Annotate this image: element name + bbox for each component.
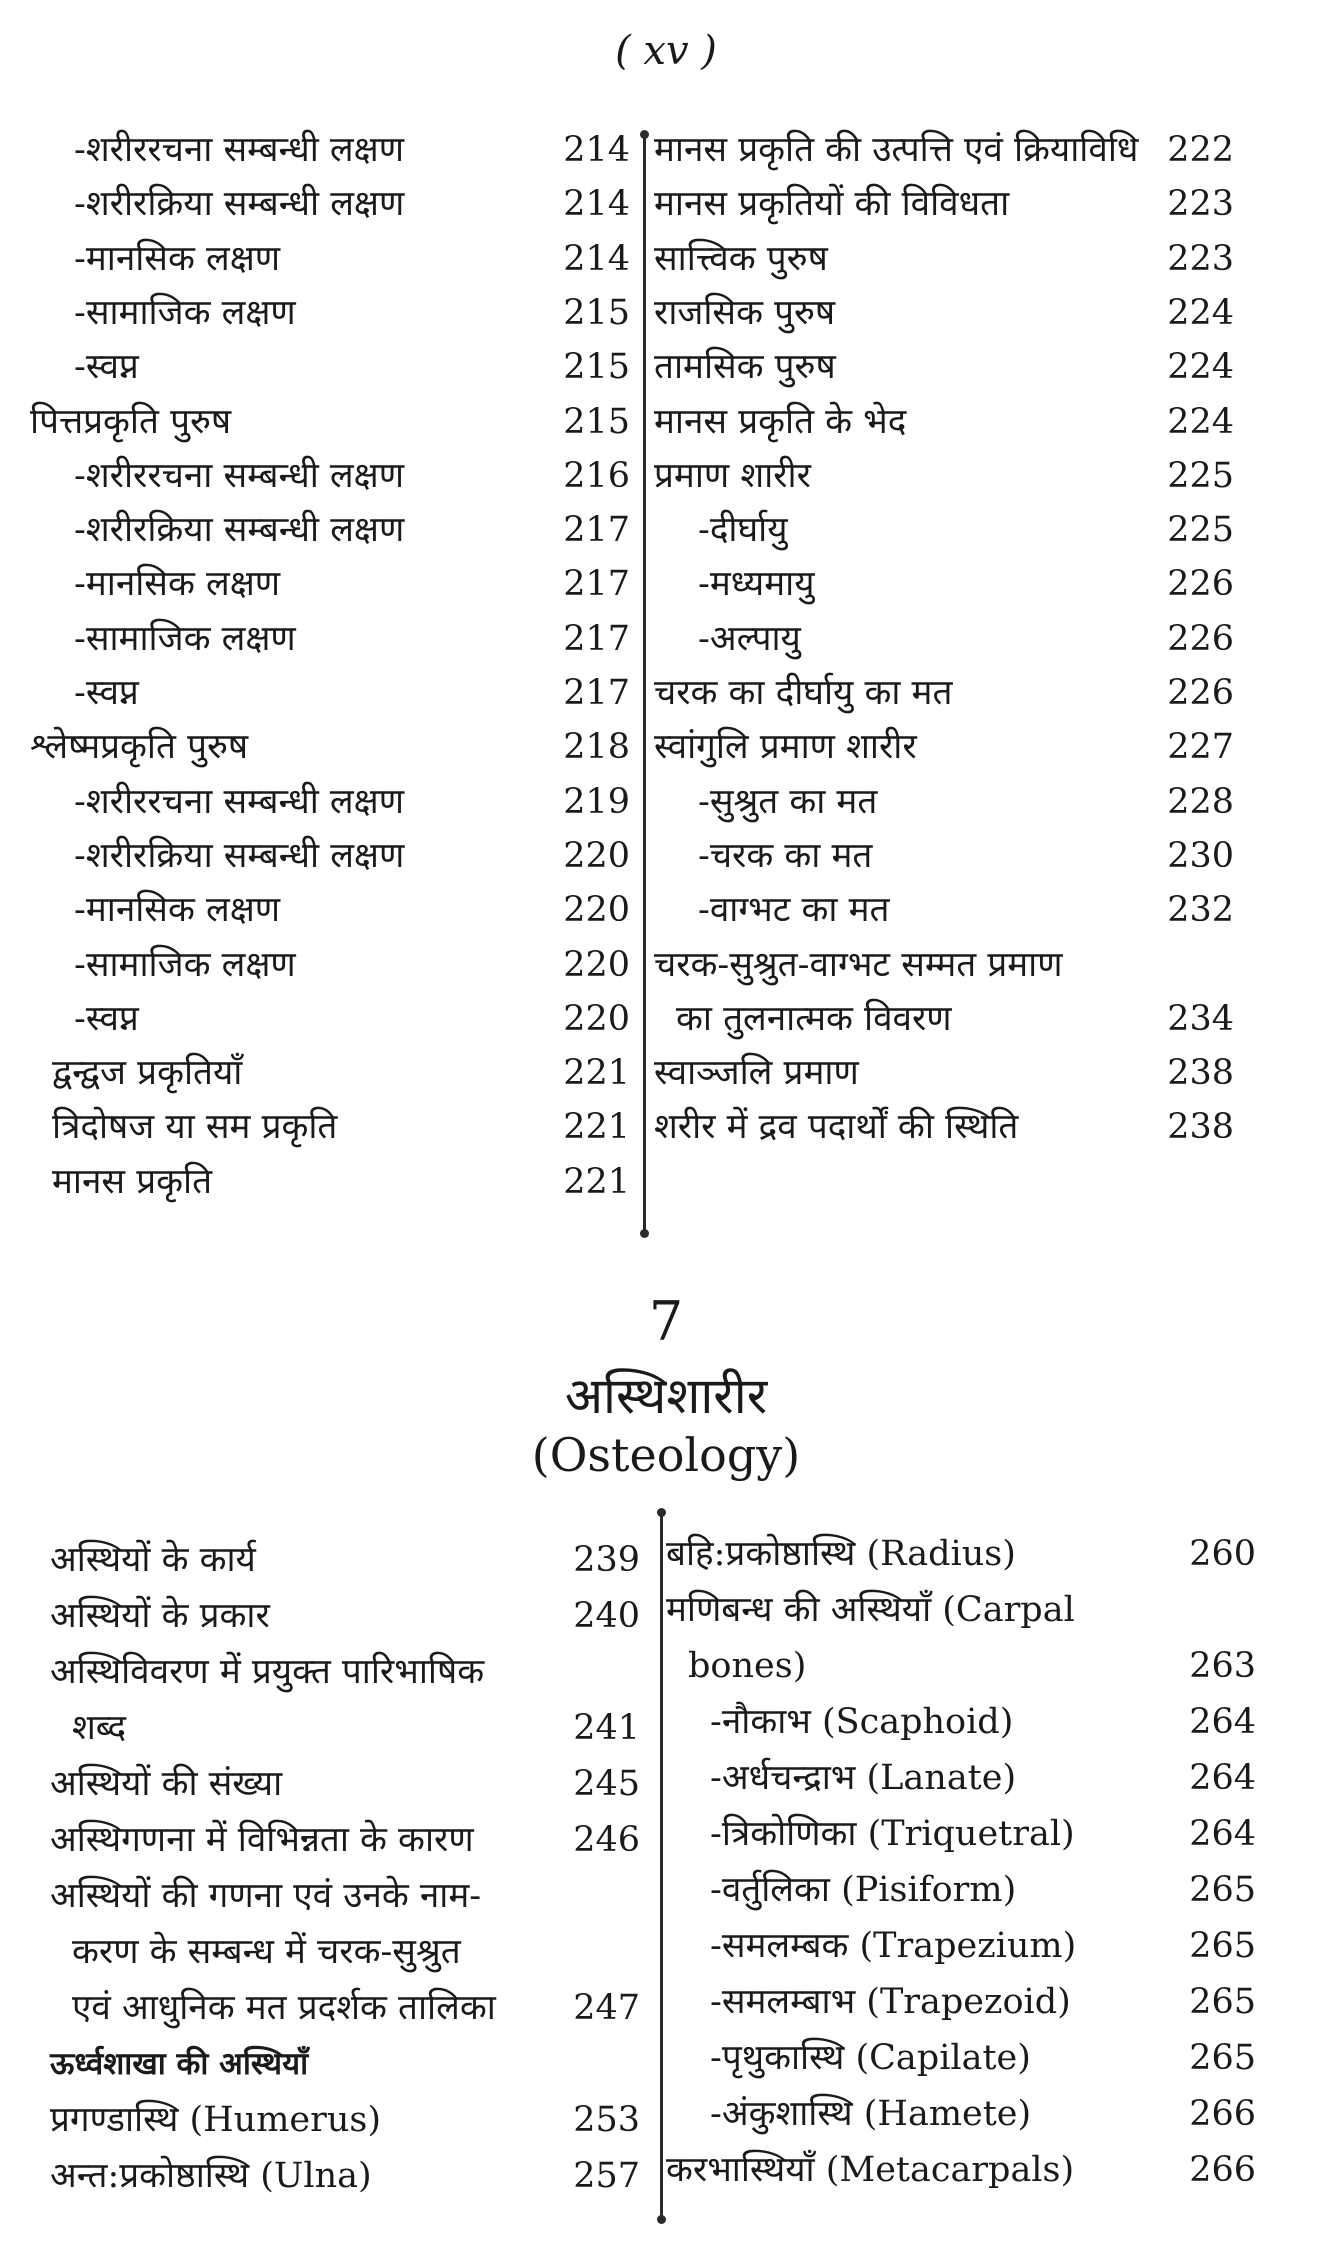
toc-entry — [654, 287, 1234, 339]
toc-entry-page: 220 — [563, 998, 630, 1039]
toc-entry — [654, 341, 1234, 393]
toc-entry-page: 225 — [1167, 455, 1234, 496]
toc-entry — [666, 1808, 1256, 1860]
toc-entry-title: -मानसिक लक्षण — [74, 238, 281, 279]
toc-entry — [30, 558, 630, 610]
toc-entry-title: प्रगण्डास्थि (Humerus) — [50, 2100, 382, 2140]
toc-entry — [654, 1047, 1234, 1099]
chapter-number: 7 — [648, 1290, 684, 1353]
toc-entry-title: मानस प्रकृति की उत्पत्ति एवं क्रियाविधि — [654, 130, 1139, 170]
toc-entry — [666, 1864, 1256, 1916]
toc-entry — [654, 613, 1234, 665]
toc-entry — [654, 776, 1234, 828]
toc-entry-page: 264 — [1189, 1814, 1256, 1854]
toc-entry-page: 240 — [573, 1596, 640, 1636]
toc-entry-title: -मध्यमायु — [698, 564, 815, 605]
toc-entry-page: 220 — [563, 890, 630, 931]
toc-entry — [654, 450, 1234, 502]
toc-entry-title: द्वन्द्वज प्रकृतियाँ — [52, 1053, 243, 1094]
toc-entry-title: -शरीरक्रिया सम्बन्धी लक्षण — [74, 510, 405, 551]
toc-entry — [30, 667, 630, 719]
toc-entry-page: 238 — [1167, 1053, 1234, 1094]
toc-entry-page: 224 — [1167, 292, 1234, 333]
toc-entry-title: -सामाजिक लक्षण — [74, 944, 296, 985]
toc-entry-page: 230 — [1167, 835, 1234, 876]
toc-entry-page: 221 — [563, 1161, 630, 1202]
toc-entry-title: करण के सम्बन्ध में चरक-सुश्रुत — [72, 1932, 461, 1972]
toc-entry-page: 215 — [563, 292, 630, 333]
toc-entry — [30, 396, 630, 448]
toc-entry-title: -अल्पायु — [698, 618, 801, 659]
toc-entry-title: -त्रिकोणिका (Triquetral) — [710, 1814, 1075, 1854]
toc-entry-page: 265 — [1189, 1926, 1256, 1966]
toc-entry-page: 227 — [1167, 727, 1234, 768]
toc-entry — [666, 1640, 1256, 1692]
toc-entry — [30, 830, 630, 882]
toc-entry-title: मणिबन्ध की अस्थियाँ (Carpal — [666, 1590, 1075, 1630]
toc-entry-title: -शरीररचना सम्बन्धी लक्षण — [74, 455, 405, 496]
toc-entry-title: चरक-सुश्रुत-वाग्भट सम्मत प्रमाण — [654, 944, 1063, 985]
chapter-subtitle: (Osteology) — [531, 1428, 801, 1482]
toc-entry — [30, 1156, 630, 1208]
toc-section-heading — [50, 2038, 640, 2090]
toc-entry-page: 217 — [563, 618, 630, 659]
chapter-title: अस्थिशारीर — [564, 1367, 768, 1425]
toc-entry — [30, 721, 630, 773]
toc-entry-page: 245 — [573, 1764, 640, 1804]
toc-entry-title: श्लेष्मप्रकृति पुरुष — [30, 727, 249, 768]
toc-entry-title: अन्त:प्रकोष्ठास्थि (Ulna) — [50, 2156, 372, 2196]
toc-entry-page: 217 — [563, 510, 630, 551]
toc-entry-page: 224 — [1167, 401, 1234, 442]
toc-entry — [50, 1590, 640, 1642]
toc-entry-page: 266 — [1189, 2094, 1256, 2134]
toc-entry-title: -मानसिक लक्षण — [74, 890, 281, 931]
toc-entry — [30, 1101, 630, 1153]
toc-entry — [666, 1584, 1256, 1636]
toc-entry-title: -समलम्बाभ (Trapezoid) — [710, 1982, 1071, 2022]
toc-entry-title: -नौकाभ (Scaphoid) — [710, 1702, 1014, 1742]
toc-entry-title: -शरीररचना सम्बन्धी लक्षण — [74, 130, 405, 170]
toc-entry-page: 223 — [1167, 238, 1234, 279]
toc-entry-title: अस्थियों के प्रकार — [50, 1596, 270, 1636]
toc-entry-title: शब्द — [72, 1708, 127, 1748]
toc-entry-title: तामसिक पुरुष — [654, 347, 836, 388]
toc-entry-title: -अंकुशास्थि (Hamete) — [710, 2094, 1032, 2134]
toc-entry — [30, 504, 630, 556]
toc-entry-page: 226 — [1167, 673, 1234, 713]
toc-entry-title: अस्थिगणना में विभिन्नता के कारण — [50, 1820, 474, 1860]
toc-entry — [50, 2094, 640, 2146]
toc-entry-page: 215 — [563, 401, 630, 442]
toc-entry-page: 266 — [1189, 2150, 1256, 2190]
toc-entry-title: मानस प्रकृति के भेद — [654, 401, 907, 442]
toc-entry — [30, 450, 630, 502]
toc-entry — [654, 830, 1234, 882]
toc-entry-page: 264 — [1189, 1702, 1256, 1742]
toc-entry-page: 224 — [1167, 347, 1234, 388]
toc-entry-title: अस्थियों की संख्या — [50, 1764, 283, 1804]
toc-entry-title: -शरीरक्रिया सम्बन्धी लक्षण — [74, 184, 405, 225]
toc-entry — [666, 2032, 1256, 2084]
toc-entry — [30, 993, 630, 1045]
toc-entry-title: -वाग्भट का मत — [698, 890, 890, 931]
toc-entry-title: का तुलनात्मक विवरण — [676, 998, 952, 1039]
toc-section1-right-column — [654, 124, 1234, 1174]
toc-entry — [50, 1982, 640, 2034]
toc-entry-title: सात्त्विक पुरुष — [654, 238, 828, 279]
toc-entry-page: 265 — [1189, 2038, 1256, 2078]
toc-entry-page: 253 — [573, 2100, 640, 2140]
toc-entry — [50, 1646, 640, 1698]
toc-entry-page: 214 — [563, 130, 630, 170]
toc-entry — [30, 178, 630, 230]
toc-entry-page: 217 — [563, 564, 630, 605]
toc-entry-title: -अर्धचन्द्राभ (Lanate) — [710, 1758, 1017, 1798]
toc-entry-page: 246 — [573, 1820, 640, 1860]
toc-entry — [30, 939, 630, 991]
toc-entry-page: 264 — [1189, 1758, 1256, 1798]
toc-entry-title: -शरीरक्रिया सम्बन्धी लक्षण — [74, 835, 405, 876]
toc-entry-page: 215 — [563, 347, 630, 388]
toc-entry — [50, 1814, 640, 1866]
toc-entry-page: 221 — [563, 1053, 630, 1094]
toc-section1-left-column — [30, 124, 630, 1224]
toc-entry-page: 239 — [573, 1540, 640, 1580]
toc-entry-page: 226 — [1167, 564, 1234, 605]
toc-entry — [654, 124, 1234, 176]
toc-entry-title: बहि:प्रकोष्ठास्थि (Radius) — [666, 1534, 1016, 1574]
toc-entry-title: अस्थिविवरण में प्रयुक्त पारिभाषिक — [50, 1652, 485, 1692]
toc-entry-title: एवं आधुनिक मत प्रदर्शक तालिका — [72, 1988, 496, 2028]
column-divider — [643, 134, 646, 1234]
toc-entry-page: 247 — [573, 1988, 640, 2028]
toc-entry-page: 216 — [563, 455, 630, 496]
toc-entry-page: 228 — [1167, 781, 1234, 822]
toc-entry-page: 221 — [563, 1107, 630, 1148]
toc-entry-page: 217 — [563, 673, 630, 713]
toc-entry-title: मानस प्रकृतियों की विविधता — [654, 184, 1010, 225]
toc-entry-page: 241 — [573, 1708, 640, 1748]
toc-entry-page: 220 — [563, 835, 630, 876]
toc-entry — [30, 124, 630, 176]
toc-entry-title: -पृथुकास्थि (Capilate) — [710, 2038, 1031, 2078]
toc-entry-page: 232 — [1167, 890, 1234, 931]
toc-entry — [50, 1926, 640, 1978]
toc-entry-page: 218 — [563, 727, 630, 768]
toc-entry-title: -स्वप्न — [74, 998, 139, 1039]
toc-entry-title: ऊर्ध्वशाखा की अस्थियाँ — [50, 2046, 309, 2082]
toc-section2-right-column — [666, 1528, 1256, 2198]
toc-entry-title: -चरक का मत — [698, 835, 873, 876]
toc-entry-title: स्वांगुलि प्रमाण शारीर — [654, 727, 917, 768]
toc-entry — [30, 776, 630, 828]
toc-entry-title: शरीर में द्रव पदार्थों की स्थिति — [654, 1107, 1019, 1148]
toc-entry-title: -दीर्घायु — [698, 510, 788, 551]
toc-entry — [666, 1920, 1256, 1972]
toc-entry — [666, 1752, 1256, 1804]
toc-entry-page: 214 — [563, 184, 630, 225]
toc-entry — [654, 939, 1234, 991]
toc-entry — [654, 667, 1234, 719]
toc-entry — [654, 884, 1234, 936]
toc-entry-page: 265 — [1189, 1982, 1256, 2022]
toc-entry-title: स्वाञ्जलि प्रमाण — [654, 1053, 859, 1094]
toc-entry-page: 257 — [573, 2156, 640, 2196]
toc-entry-page: 219 — [563, 781, 630, 822]
toc-entry — [30, 613, 630, 665]
toc-entry-title: प्रमाण शारीर — [654, 455, 811, 496]
toc-entry-title: अस्थियों की गणना एवं उनके नाम- — [50, 1876, 482, 1916]
toc-entry — [666, 1528, 1256, 1580]
toc-entry-page: 222 — [1167, 130, 1234, 170]
column-divider — [660, 1512, 663, 2220]
toc-entry — [654, 504, 1234, 556]
toc-entry-title: -समलम्बक (Trapezium) — [710, 1926, 1077, 1966]
toc-entry-title: -स्वप्न — [74, 347, 139, 388]
toc-entry-title: -शरीररचना सम्बन्धी लक्षण — [74, 781, 405, 822]
toc-entry-page: 226 — [1167, 618, 1234, 659]
toc-entry-page: 214 — [563, 238, 630, 279]
toc-entry-title: bones) — [688, 1646, 807, 1686]
toc-entry-title: त्रिदोषज या सम प्रकृति — [52, 1107, 338, 1148]
toc-entry-page: 260 — [1189, 1534, 1256, 1574]
toc-entry-title: मानस प्रकृति — [52, 1161, 213, 1202]
toc-entry — [50, 1534, 640, 1586]
toc-entry-page: 263 — [1189, 1646, 1256, 1686]
toc-entry-title: -मानसिक लक्षण — [74, 564, 281, 605]
toc-entry — [30, 1047, 630, 1099]
toc-entry — [654, 396, 1234, 448]
toc-entry — [666, 1976, 1256, 2028]
toc-entry-page: 225 — [1167, 510, 1234, 551]
page-number: ( xv ) — [615, 28, 717, 74]
toc-section2-left-column — [50, 1534, 640, 2204]
toc-entry — [50, 1870, 640, 1922]
toc-entry-title: करभास्थियाँ (Metacarpals) — [666, 2150, 1075, 2190]
toc-entry-title: अस्थियों के कार्य — [50, 1540, 256, 1580]
toc-entry-page: 220 — [563, 944, 630, 985]
toc-entry — [50, 1758, 640, 1810]
toc-entry — [30, 341, 630, 393]
toc-entry — [666, 2088, 1256, 2140]
toc-entry — [654, 721, 1234, 773]
toc-entry-title: -वर्तुलिका (Pisiform) — [710, 1870, 1017, 1910]
toc-entry — [654, 558, 1234, 610]
toc-entry — [50, 2150, 640, 2202]
toc-entry-page: 238 — [1167, 1107, 1234, 1148]
toc-entry-title: राजसिक पुरुष — [654, 292, 836, 333]
toc-entry — [30, 884, 630, 936]
toc-entry-page: 223 — [1167, 184, 1234, 225]
toc-entry — [50, 1702, 640, 1754]
toc-entry — [666, 2144, 1256, 2196]
toc-entry-page: 234 — [1167, 998, 1234, 1039]
toc-entry — [30, 233, 630, 285]
toc-entry-title: पित्तप्रकृति पुरुष — [30, 401, 232, 442]
toc-entry-title: -सामाजिक लक्षण — [74, 292, 296, 333]
toc-entry-title: चरक का दीर्घायु का मत — [654, 673, 953, 713]
toc-entry — [654, 1101, 1234, 1153]
toc-entry-title: -सुश्रुत का मत — [698, 781, 878, 822]
toc-entry — [654, 993, 1234, 1045]
toc-entry — [654, 233, 1234, 285]
toc-entry-title: -सामाजिक लक्षण — [74, 618, 296, 659]
toc-entry — [666, 1696, 1256, 1748]
toc-entry — [654, 178, 1234, 230]
toc-entry — [30, 287, 630, 339]
toc-entry-title: -स्वप्न — [74, 673, 139, 713]
toc-entry-page: 265 — [1189, 1870, 1256, 1910]
